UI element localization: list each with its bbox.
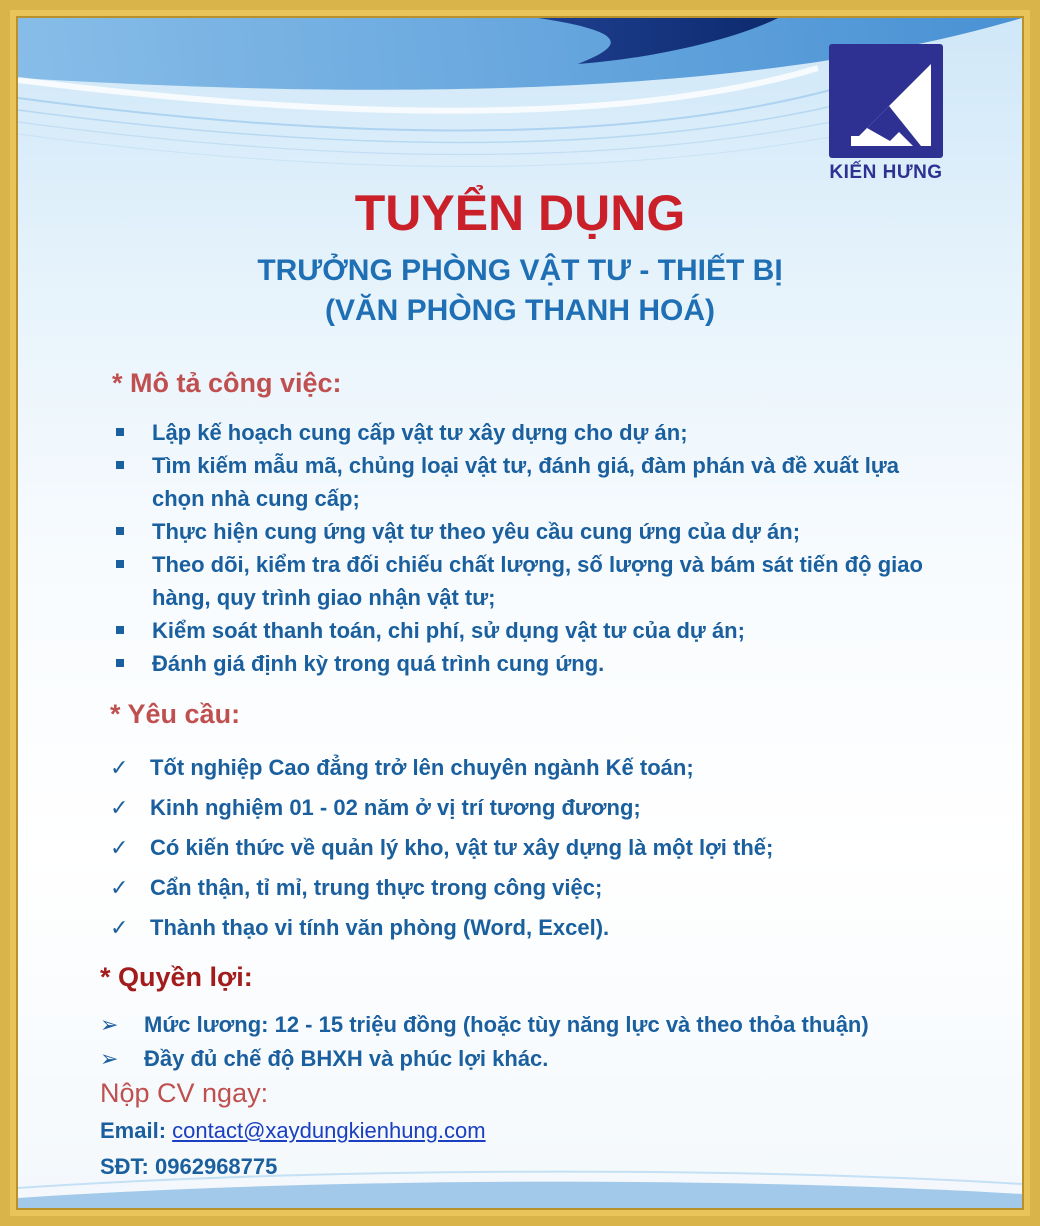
email-link[interactable]: contact@xaydungkienhung.com xyxy=(172,1118,486,1143)
requirements-heading: * Yêu cầu: xyxy=(110,699,241,729)
square-bullet-icon xyxy=(116,626,124,634)
email-label: Email: xyxy=(100,1118,167,1143)
description-heading: * Mô tả công việc: xyxy=(112,368,342,398)
email-line xyxy=(100,1118,486,1144)
phone-label: SĐT: xyxy=(100,1154,149,1179)
phone-line xyxy=(100,1154,277,1180)
square-bullet-icon xyxy=(116,560,124,568)
list-item: ✓ Cẩn thận, tỉ mỉ, trung thực trong công việc; xyxy=(110,868,930,908)
list-item: Kiểm soát thanh toán, chi phí, sử dụng vật tư của dự án; xyxy=(114,614,934,647)
job-location: (VĂN PHÒNG THANH HOÁ) xyxy=(325,294,715,327)
requirements-list xyxy=(110,748,930,948)
list-item: ✓ Tốt nghiệp Cao đẳng trở lên chuyên ngành Kế toán; xyxy=(110,748,930,788)
checkmark-icon: ✓ xyxy=(110,915,129,940)
apply-heading: Nộp CV ngay: xyxy=(100,1078,269,1108)
list-item: Thực hiện cung ứng vật tư theo yêu cầu cung ứng của dự án; xyxy=(114,515,934,548)
phone-number: 0962968775 xyxy=(155,1154,278,1179)
square-bullet-icon xyxy=(116,428,124,436)
benefits-heading: * Quyền lợi: xyxy=(100,962,253,992)
company-logo xyxy=(824,44,948,194)
logo-k-mark-icon xyxy=(829,44,943,158)
benefits-list xyxy=(100,1008,980,1076)
list-item: Tìm kiếm mẫu mã, chủng loại vật tư, đánh giá, đàm phán và đề xuất lựa chọn nhà cung cấp; xyxy=(114,449,934,515)
poster-background xyxy=(16,16,1024,1210)
list-item: ➢ Đầy đủ chế độ BHXH và phúc lợi khác. xyxy=(100,1042,980,1076)
job-title: TRƯỞNG PHÒNG VẬT TƯ - THIẾT BỊ xyxy=(257,254,783,287)
description-list xyxy=(114,416,934,680)
square-bullet-icon xyxy=(116,461,124,469)
square-bullet-icon xyxy=(116,527,124,535)
arrow-bullet-icon: ➢ xyxy=(100,1046,119,1071)
logo-text: KIẾN HƯNG xyxy=(829,162,943,183)
list-item: Lập kế hoạch cung cấp vật tư xây dựng cho dự án; xyxy=(114,416,934,449)
page-title: TUYỂN DỤNG xyxy=(354,185,686,241)
list-item: ➢ Mức lương: 12 - 15 triệu đồng (hoặc tùy năng lực và theo thỏa thuận) xyxy=(100,1008,980,1042)
list-item: ✓ Kinh nghiệm 01 - 02 năm ở vị trí tương đương; xyxy=(110,788,930,828)
arrow-bullet-icon: ➢ xyxy=(100,1012,119,1037)
list-item: Đánh giá định kỳ trong quá trình cung ứng. xyxy=(114,647,934,680)
square-bullet-icon xyxy=(116,659,124,667)
checkmark-icon: ✓ xyxy=(110,835,129,860)
list-item: Theo dõi, kiểm tra đối chiếu chất lượng, số lượng và bám sát tiến độ giao hàng, quy trình giao nhận vật tư; xyxy=(114,548,934,614)
checkmark-icon: ✓ xyxy=(110,755,129,780)
list-item: ✓ Có kiến thức về quản lý kho, vật tư xây dựng là một lợi thế; xyxy=(110,828,930,868)
checkmark-icon: ✓ xyxy=(110,795,129,820)
list-item: ✓ Thành thạo vi tính văn phòng (Word, Excel). xyxy=(110,908,930,948)
checkmark-icon: ✓ xyxy=(110,875,129,900)
